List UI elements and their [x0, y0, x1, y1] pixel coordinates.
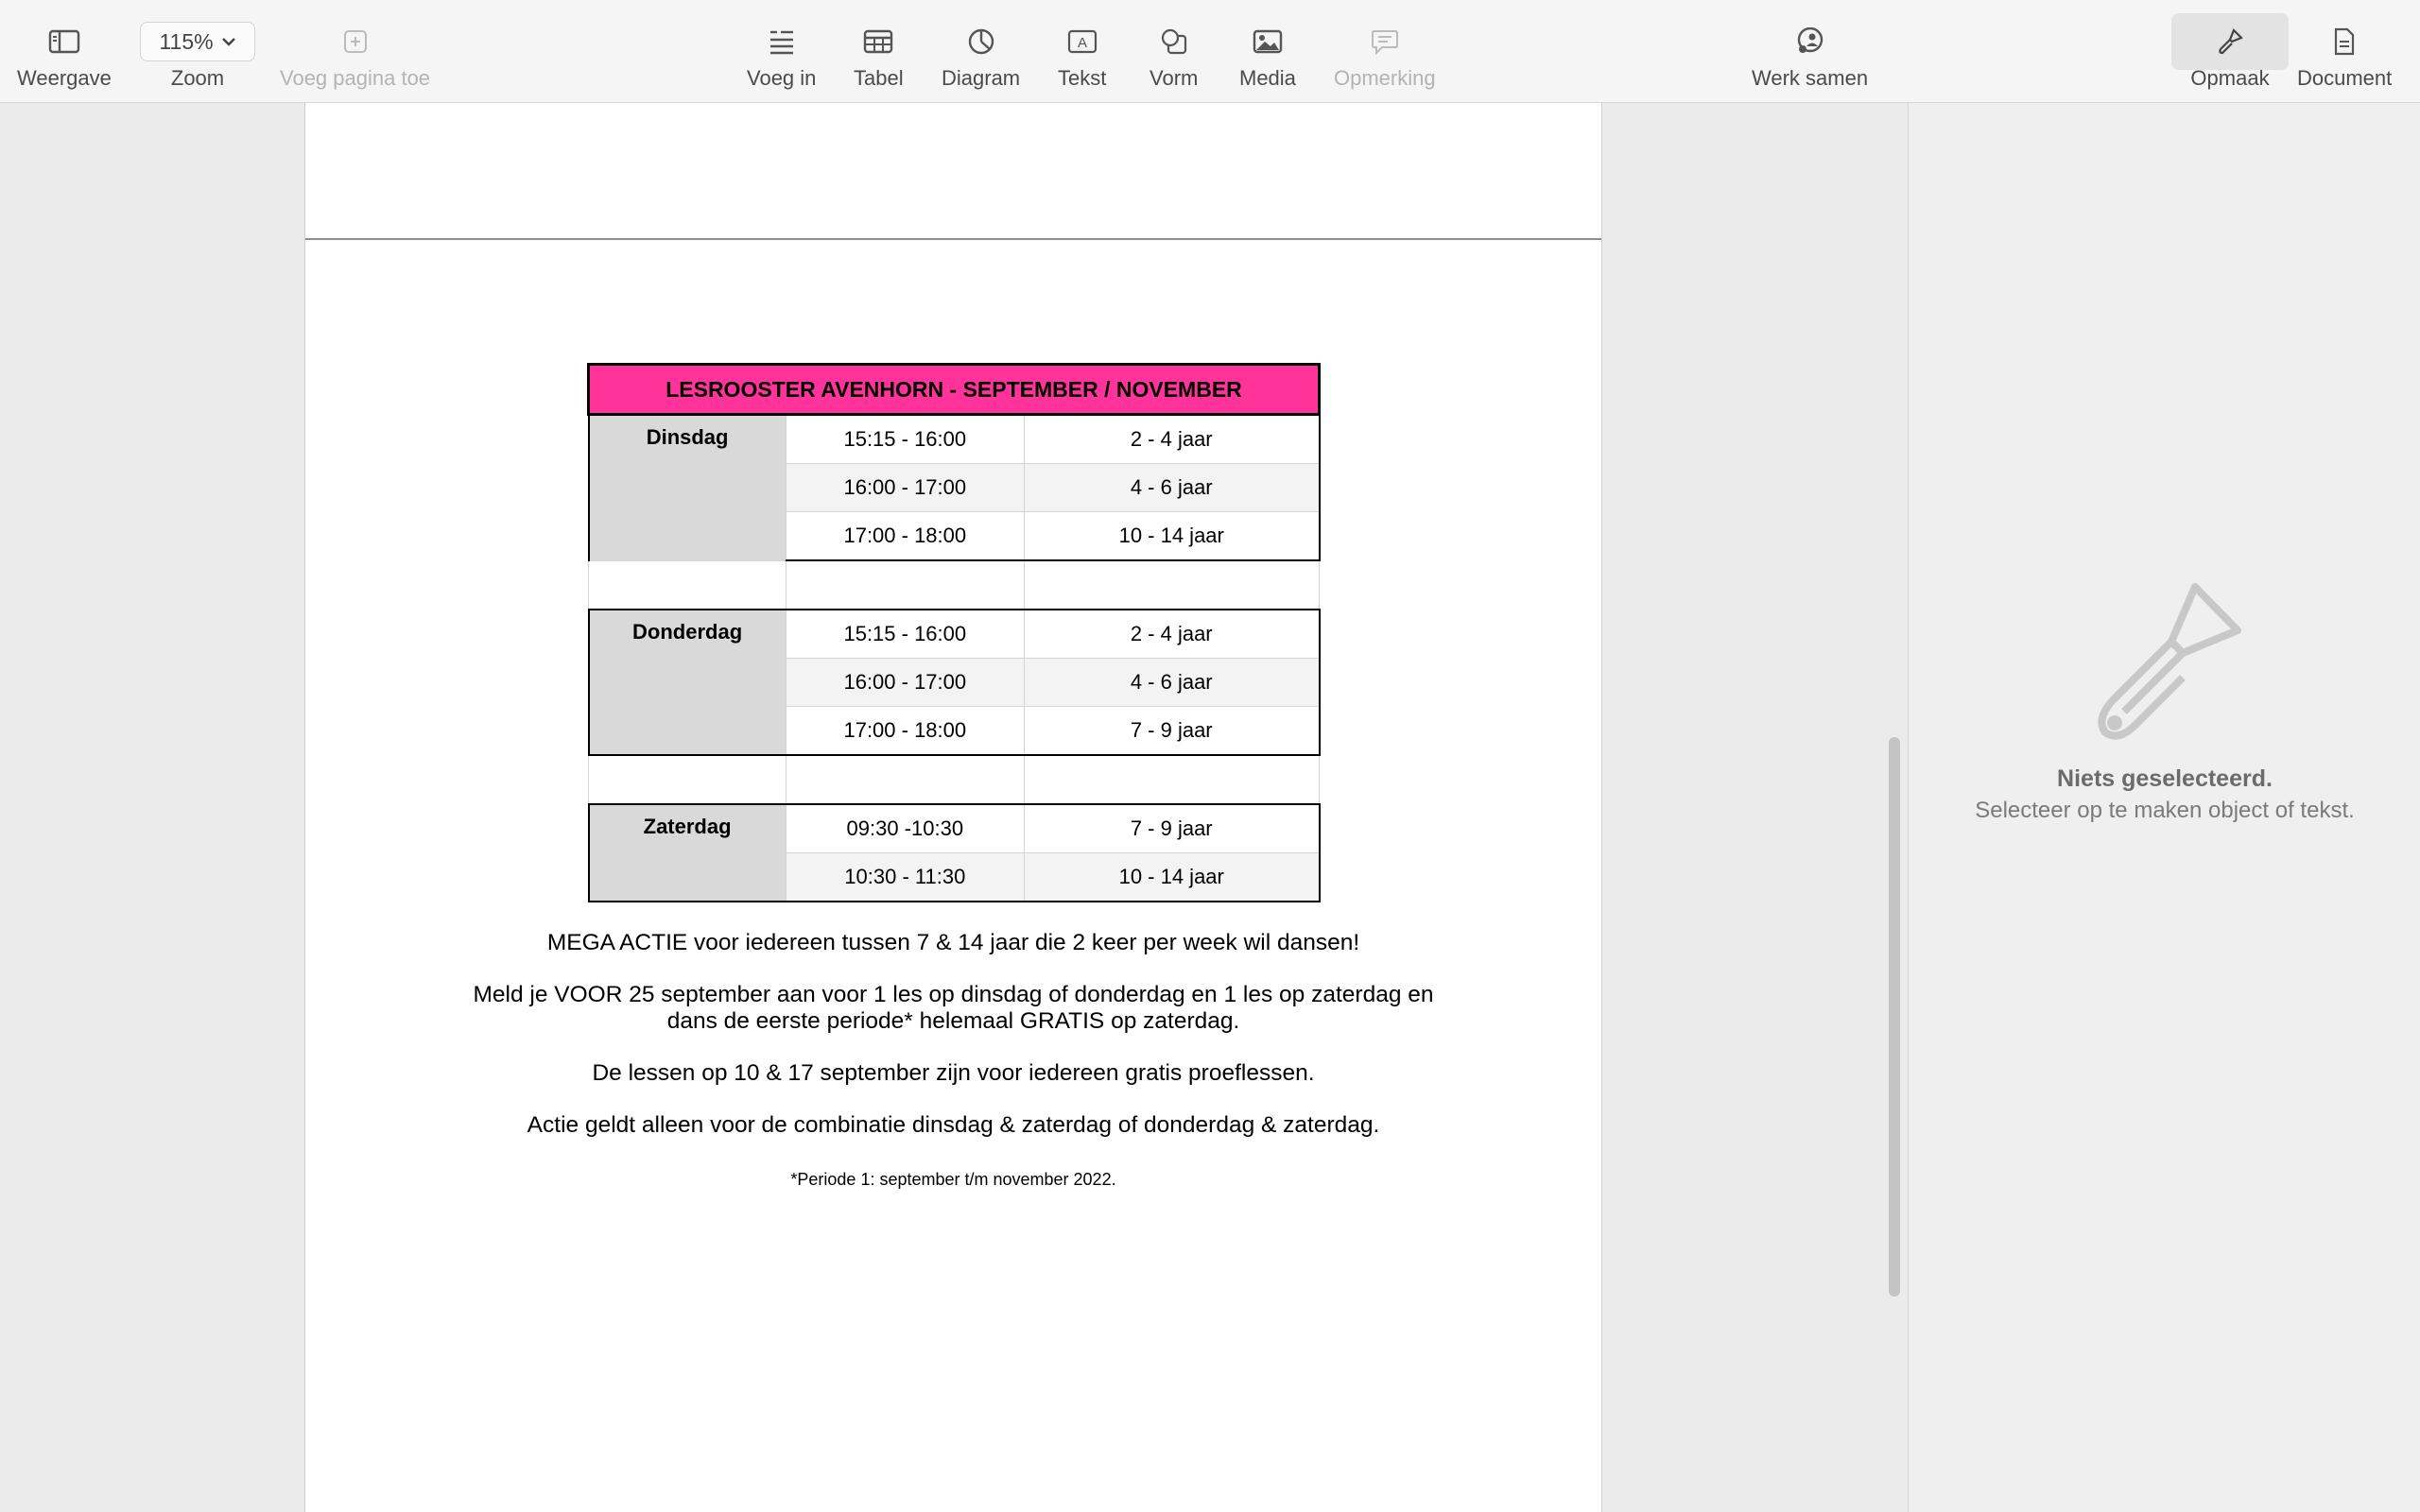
- table-row[interactable]: [589, 415, 1320, 464]
- media-label: Media: [1239, 66, 1296, 90]
- time-cell[interactable]: 16:00 - 17:00: [786, 659, 1024, 707]
- empty-cell[interactable]: [589, 560, 786, 610]
- age-cell[interactable]: 2 - 4 jaar: [1024, 610, 1319, 659]
- format-inspector: [1908, 103, 2420, 1512]
- signup-paragraph-line2[interactable]: dans de eerste periode* helemaal GRATIS op zaterdag.: [666, 1008, 1240, 1034]
- media-button[interactable]: [1239, 13, 1296, 91]
- schedule-title[interactable]: LESROOSTER AVENHORN - SEPTEMBER / NOVEMBER: [589, 365, 1320, 415]
- age-cell[interactable]: 7 - 9 jaar: [1024, 707, 1319, 756]
- comment-button[interactable]: [1334, 13, 1436, 91]
- time-cell[interactable]: 09:30 -10:30: [786, 804, 1024, 853]
- photo-icon: [1253, 29, 1283, 54]
- spacer-row[interactable]: [589, 755, 1320, 804]
- sidebar-icon: [48, 28, 80, 55]
- time-cell[interactable]: 16:00 - 17:00: [786, 464, 1024, 512]
- footnote[interactable]: *Periode 1: september t/m november 2022.: [790, 1170, 1116, 1189]
- empty-cell[interactable]: [786, 560, 1024, 610]
- collaborate-label: Werk samen: [1752, 66, 1869, 90]
- zoom-value: 115%: [159, 28, 214, 54]
- age-cell[interactable]: 7 - 9 jaar: [1024, 804, 1319, 853]
- chevron-down-icon: [221, 36, 236, 47]
- zoom-select[interactable]: [140, 22, 255, 61]
- zoom-control[interactable]: [140, 13, 255, 91]
- collaborate-icon: [1794, 27, 1826, 56]
- toolbar: [0, 0, 2420, 103]
- zoom-label: Zoom: [170, 66, 225, 90]
- textbox-icon: [1067, 29, 1098, 54]
- text-label: Tekst: [1058, 66, 1107, 90]
- chart-button[interactable]: [942, 13, 1020, 91]
- age-cell[interactable]: 10 - 14 jaar: [1024, 853, 1319, 902]
- shape-button[interactable]: [1150, 13, 1198, 91]
- add-page-button[interactable]: [280, 13, 430, 91]
- age-cell[interactable]: 2 - 4 jaar: [1024, 415, 1319, 464]
- document-button[interactable]: [2297, 13, 2392, 91]
- empty-cell[interactable]: [786, 755, 1024, 804]
- signup-paragraph-line1[interactable]: Meld je VOOR 25 september aan voor 1 les op dinsdag of donderdag en 1 les op zaterdag en: [473, 982, 1434, 1007]
- text-button[interactable]: [1058, 13, 1106, 91]
- format-label: Opmaak: [2190, 66, 2270, 90]
- insert-button[interactable]: [747, 13, 816, 91]
- time-cell[interactable]: 15:15 - 16:00: [786, 610, 1024, 659]
- time-cell[interactable]: 17:00 - 18:00: [786, 512, 1024, 561]
- svg-text:A: A: [1077, 35, 1087, 51]
- day-cell-zaterdag[interactable]: Zaterdag: [589, 804, 786, 902]
- table-label: Tabel: [854, 66, 904, 90]
- empty-selection-title: Niets geselecteerd.: [2057, 765, 2273, 792]
- comment-label: Opmerking: [1334, 66, 1436, 90]
- trial-paragraph[interactable]: De lessen op 10 & 17 september zijn voor iedereen gratis proeflessen.: [592, 1060, 1315, 1086]
- page-break-line: [305, 238, 1601, 240]
- empty-cell[interactable]: [1024, 560, 1319, 610]
- time-cell[interactable]: 17:00 - 18:00: [786, 707, 1024, 756]
- shape-icon: [1160, 27, 1188, 56]
- paintbrush-icon: [2086, 576, 2247, 746]
- age-cell[interactable]: 4 - 6 jaar: [1024, 464, 1319, 512]
- format-button[interactable]: [2171, 13, 2289, 91]
- spacer-row[interactable]: [589, 560, 1320, 610]
- age-cell[interactable]: 4 - 6 jaar: [1024, 659, 1319, 707]
- vertical-scrollbar[interactable]: [1889, 737, 1900, 1297]
- document-icon: [2332, 27, 2357, 56]
- empty-cell[interactable]: [1024, 755, 1319, 804]
- view-label: Weergave: [17, 66, 112, 90]
- paintbrush-icon: [2215, 26, 2245, 57]
- promo-paragraph[interactable]: MEGA ACTIE voor iedereen tussen 7 & 14 jaar die 2 keer per week wil dansen!: [546, 930, 1360, 955]
- table-row[interactable]: [589, 610, 1320, 659]
- table-button[interactable]: [854, 13, 904, 91]
- add-page-icon: [343, 29, 368, 54]
- shape-label: Vorm: [1150, 66, 1199, 90]
- document-page[interactable]: [304, 103, 1602, 1512]
- table-row[interactable]: [589, 804, 1320, 853]
- empty-selection-subtitle: Selecteer op te maken object of tekst.: [1975, 798, 2355, 823]
- chart-icon: [967, 27, 995, 56]
- insert-icon: [768, 28, 796, 55]
- insert-label: Voeg in: [747, 66, 817, 90]
- schedule-table[interactable]: [587, 363, 1321, 902]
- empty-cell[interactable]: [589, 755, 786, 804]
- table-icon: [863, 29, 893, 54]
- document-label: Document: [2297, 66, 2393, 90]
- age-cell[interactable]: 10 - 14 jaar: [1024, 512, 1319, 561]
- time-cell[interactable]: 15:15 - 16:00: [786, 415, 1024, 464]
- collaborate-button[interactable]: [1752, 13, 1868, 91]
- chart-label: Diagram: [942, 66, 1021, 90]
- day-cell-donderdag[interactable]: Donderdag: [589, 610, 786, 755]
- time-cell[interactable]: 10:30 - 11:30: [786, 853, 1024, 902]
- document-canvas[interactable]: [0, 103, 1908, 1512]
- day-cell-dinsdag[interactable]: Dinsdag: [589, 415, 786, 561]
- add-page-label: Voeg pagina toe: [280, 66, 431, 90]
- view-button[interactable]: [17, 13, 112, 91]
- comment-icon: [1371, 28, 1399, 55]
- condition-paragraph[interactable]: Actie geldt alleen voor de combinatie dinsdag & zaterdag of donderdag & zaterdag.: [527, 1112, 1380, 1138]
